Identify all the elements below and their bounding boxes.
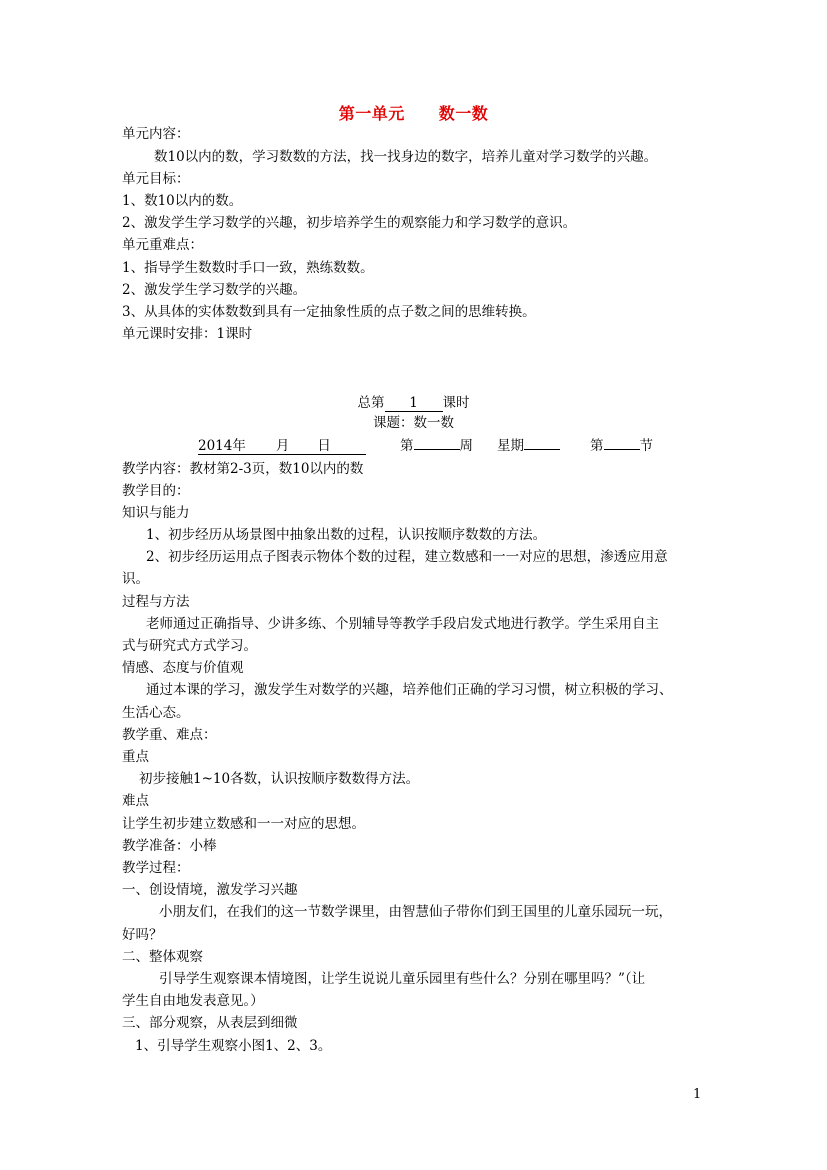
lesson-section-suffix: 节: [639, 438, 653, 454]
unit-content-label: 单元内容：: [122, 126, 190, 142]
body-line: 2、初步经历运用点子图表示物体个数的过程，建立数感和一一对应的思想，渗透应用意: [146, 549, 668, 565]
unit-goal-item: 2、激发学生学习数学的兴趣，初步培养学生的观察能力和学习数学的意识。: [122, 215, 577, 231]
body-line: 通过本课的学习，激发学生对数学的兴趣，培养他们正确的学习习惯，树立积极的学习、: [146, 682, 673, 698]
lesson-total-number: 1: [385, 395, 443, 412]
page-number: 1: [693, 1087, 702, 1102]
lesson-weekday-blank: [524, 449, 560, 450]
unit-difficulty-label: 单元重难点：: [122, 237, 203, 253]
unit-title: [0, 101, 827, 124]
body-line: 知识与能力: [122, 505, 190, 521]
body-line: 教学目的：: [122, 483, 190, 499]
body-line: 一、创设情境，激发学习兴趣: [122, 882, 298, 898]
lesson-total-suffix: 课时: [442, 395, 470, 411]
body-line: 1、引导学生观察小图1、2、3。: [135, 1038, 332, 1054]
lesson-date-day: 日: [317, 438, 331, 454]
unit-title-part1: 第一单元: [338, 104, 405, 123]
body-line: 让学生初步建立数感和一一对应的思想。: [122, 816, 365, 832]
lesson-week-blank: [414, 449, 460, 450]
lesson-date-year: 2014年: [198, 438, 246, 454]
lesson-section-prefix: 第: [590, 438, 604, 454]
body-line: 过程与方法: [122, 594, 190, 610]
body-line: 教学重、难点：: [122, 727, 217, 743]
body-line: 老师通过正确指导、少讲多练、个别辅导等教学手段启发式地进行教学。学生采用自主: [146, 616, 659, 632]
lesson-date-line: [198, 436, 653, 456]
body-line: 引导学生观察课本情境图，让学生说说儿童乐园里有些什么？分别在哪里吗？”（让: [159, 971, 646, 987]
body-line: 识。: [122, 571, 149, 587]
body-line: 生活心态。: [122, 705, 190, 721]
lesson-section-blank: [604, 449, 640, 450]
body-line: 式与研究式方式学习。: [122, 638, 257, 654]
lesson-topic: 课题：数一数: [373, 415, 454, 431]
body-line: 重点: [122, 749, 149, 765]
body-line: 初步接触1~10各数，认识按顺序数数得方法。: [139, 771, 420, 787]
body-line: 教学内容：教材第2-3页，数10以内的数: [122, 461, 364, 477]
body-line: 三、部分观察，从表层到细微: [122, 1015, 298, 1031]
body-line: 教学过程：: [122, 860, 190, 876]
body-line: 小朋友们，在我们的这一节数学课里，由智慧仙子带你们到王国里的儿童乐园玩一玩，: [159, 904, 672, 920]
unit-difficulty-item: 1、指导学生数数时手口一致，熟练数数。: [122, 260, 374, 276]
body-line: 情感、态度与价值观: [122, 660, 244, 676]
body-line: 学生自由地发表意见。）: [122, 993, 264, 1009]
unit-content-text: 数10以内的数，学习数数的方法，找一找身边的数字，培养儿童对学习数学的兴趣。: [154, 149, 658, 165]
unit-goal-item: 1、数10以内的数。: [122, 193, 243, 209]
unit-schedule: 单元课时安排：1课时: [122, 326, 253, 342]
unit-difficulty-item: 2、激发学生学习数学的兴趣。: [122, 282, 307, 298]
lesson-date-month: 月: [275, 438, 290, 454]
lesson-date: [198, 438, 366, 455]
lesson-week-suffix: 周: [459, 438, 473, 454]
unit-goals-label: 单元目标：: [122, 171, 190, 187]
unit-difficulty-item: 3、从具体的实体数数到具有一定抽象性质的点子数之间的思维转换。: [122, 304, 536, 320]
body-line: 难点: [122, 793, 149, 809]
body-line: 教学准备：小棒: [122, 838, 217, 854]
body-line: 好吗？: [122, 927, 163, 943]
body-line: 二、整体观察: [122, 949, 203, 965]
lesson-total-prefix: 总第: [357, 395, 385, 411]
lesson-week-prefix: 第: [400, 438, 414, 454]
lesson-total-line: [0, 393, 827, 413]
lesson-weekday-label: 星期: [497, 438, 524, 454]
unit-title-part2: 数一数: [438, 104, 489, 123]
body-line: 1、初步经历从场景图中抽象出数的过程，认识按顺序数数的方法。: [146, 527, 547, 543]
